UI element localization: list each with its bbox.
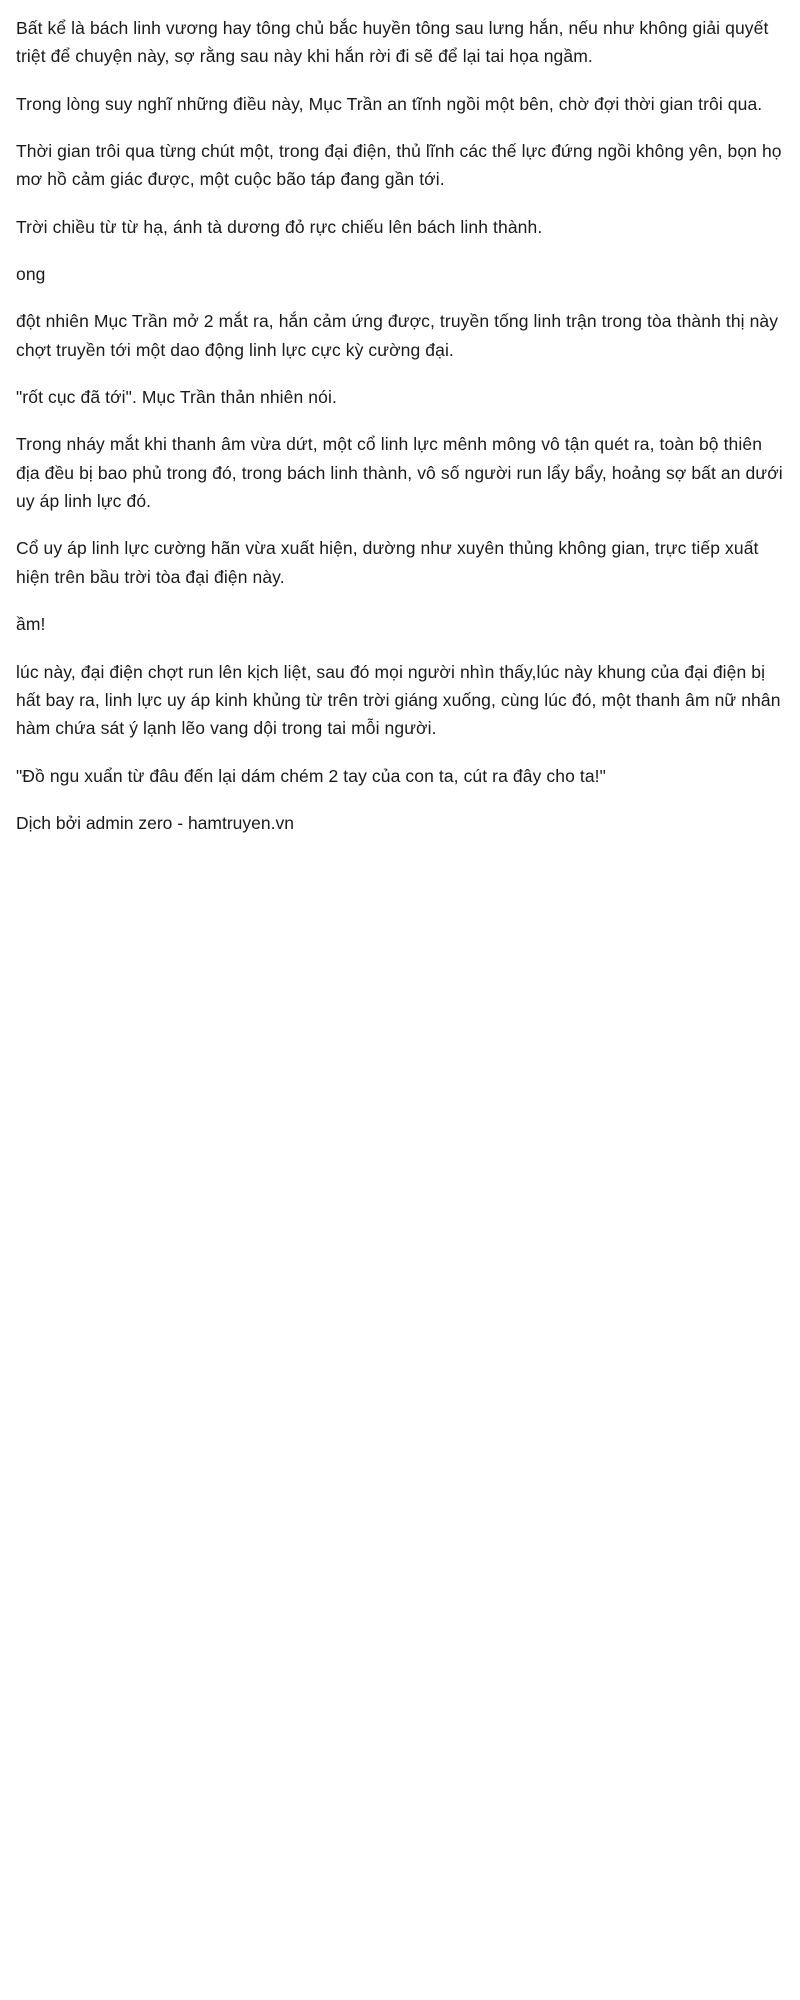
chapter-paragraph: ong bbox=[16, 264, 46, 285]
chapter-paragraph: đột nhiên Mục Trần mở 2 mắt ra, hắn cảm ứng được, truyền tống linh trận trong tòa thành thị này chợt truyền tới một dao động linh lực cực kỳ cường đại. bbox=[16, 311, 779, 360]
chapter-paragraph: Thời gian trôi qua từng chút một, trong đại điện, thủ lĩnh các thế lực đứng ngồi không yên, bọn họ mơ hồ cảm giác được, một cuộc bão táp đang gần tới. bbox=[16, 141, 782, 190]
chapter-paragraph: ầm! bbox=[16, 614, 46, 635]
chapter-paragraph: Bất kể là bách linh vương hay tông chủ bắc huyền tông sau lưng hắn, nếu như không giải quyết triệt để chuyện này, sợ rằng sau này khi hắn rời đi sẽ để lại tai họa ngầm. bbox=[16, 18, 769, 67]
chapter-paragraph: "Đồ ngu xuẩn từ đâu đến lại dám chém 2 tay của con ta, cút ra đây cho ta!" bbox=[16, 765, 606, 786]
chapter-paragraph: Trong nháy mắt khi thanh âm vừa dứt, một cổ linh lực mênh mông vô tận quét ra, toàn bộ thiên địa đều bị bao phủ trong đó, trong bách linh thành, vô số người run lẩy bẩy, hoảng sợ bất an dưới uy áp linh lực đó. bbox=[16, 434, 783, 512]
translator-credit: Dịch bởi admin zero - hamtruyen.vn bbox=[16, 812, 294, 833]
chapter-text-container bbox=[0, 0, 800, 877]
chapter-paragraph: Cổ uy áp linh lực cường hãn vừa xuất hiện, dường như xuyên thủng không gian, trực tiếp xuất hiện trên bầu trời tòa đại điện này. bbox=[16, 538, 759, 587]
chapter-paragraph: lúc này, đại điện chợt run lên kịch liệt, sau đó mọi người nhìn thấy,lúc này khung của đại điện bị hất bay ra, linh lực uy áp kinh khủng từ trên trời giáng xuống, cùng lúc đó, một thanh âm nữ nhân hàm chứa sát ý lạnh lẽo vang dội trong tai mỗi người. bbox=[16, 661, 781, 739]
chapter-paragraph: Trong lòng suy nghĩ những điều này, Mục Trần an tĩnh ngồi một bên, chờ đợi thời gian trôi qua. bbox=[16, 93, 763, 114]
bottom-spacer bbox=[16, 837, 784, 877]
chapter-paragraph: Trời chiều từ từ hạ, ánh tà dương đỏ rực chiếu lên bách linh thành. bbox=[16, 216, 543, 237]
chapter-paragraph: "rốt cục đã tới". Mục Trần thản nhiên nói. bbox=[16, 387, 337, 408]
